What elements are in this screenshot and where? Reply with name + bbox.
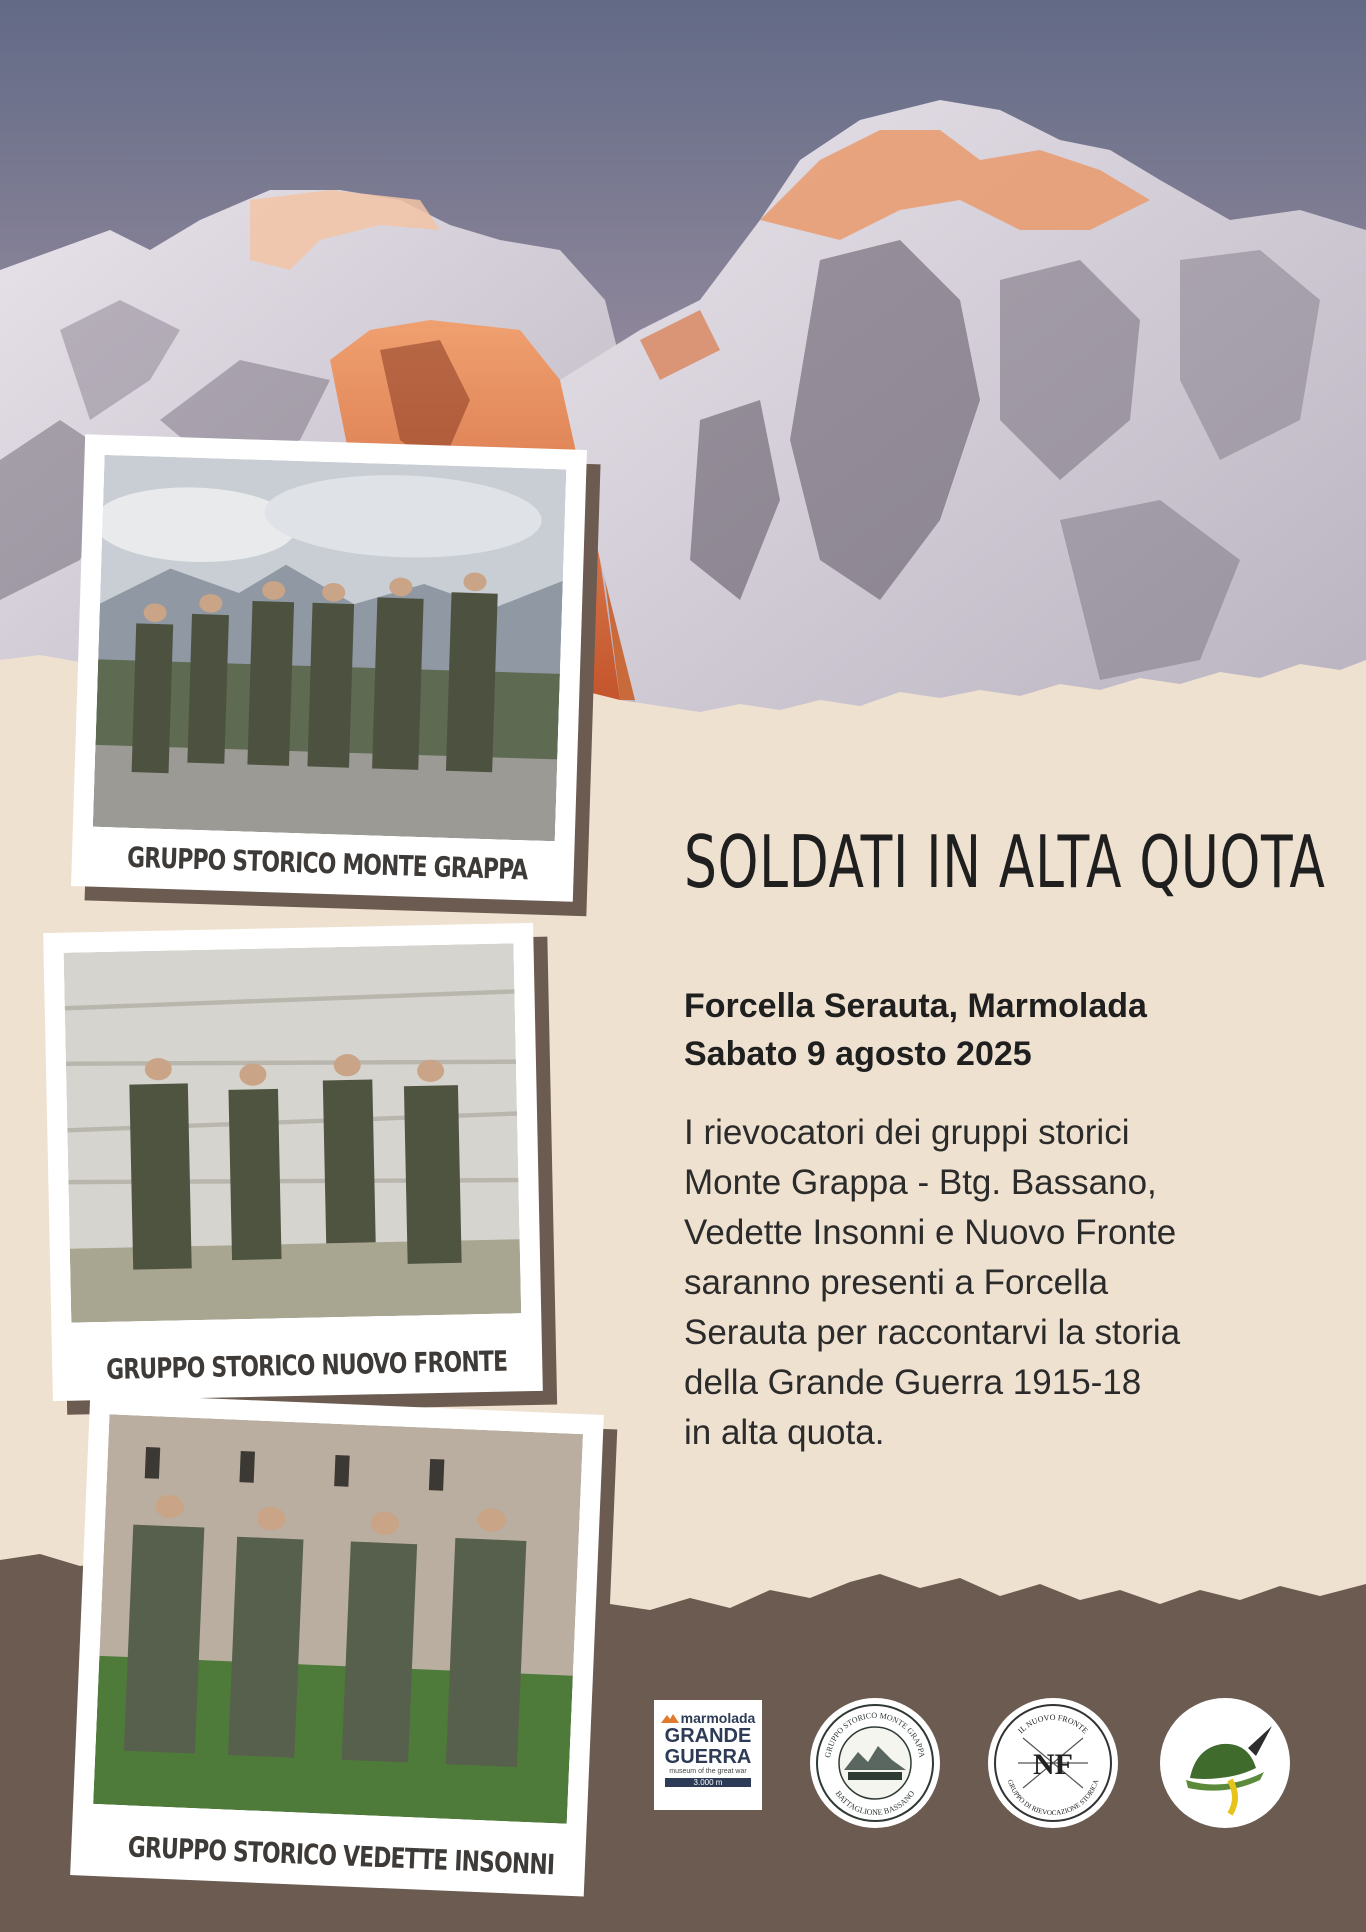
description-line: I rievocatori dei gruppi storici <box>684 1113 1130 1152</box>
photo-caption-vedette-insonni: GRUPPO STORICO VEDETTE INSONNI <box>127 1830 555 1882</box>
photo-caption-nuovo-fronte: GRUPPO STORICO NUOVO FRONTE <box>105 1344 508 1386</box>
event-date: Sabato 9 agosto 2025 <box>684 1035 1032 1073</box>
gruppo-storico-monte-grappa-logo <box>810 1698 940 1828</box>
event-details <box>684 982 1147 1078</box>
svg-text:GRUPPO STORICO MONTE GRAPPA: GRUPPO STORICO MONTE GRAPPA <box>823 1710 927 1759</box>
photo-monte-grappa <box>93 455 566 841</box>
marmolada-grande-guerra-logo: marmolada GRANDE GUERRA museum of the great war 3.000 m <box>654 1700 762 1810</box>
svg-text:BATTAGLIONE BASSANO: BATTAGLIONE BASSANO <box>833 1789 917 1818</box>
photo-card-nuovo-fronte <box>43 923 543 1401</box>
nuovo-fronte-logo <box>988 1698 1118 1828</box>
alpine-hat-icon <box>1160 1698 1290 1828</box>
svg-text:NF: NF <box>1033 1748 1073 1781</box>
photo-card-monte-grappa <box>71 434 587 902</box>
description-line: Vedette Insonni e Nuovo Fronte <box>684 1213 1177 1252</box>
vedette-insonni-logo <box>1160 1698 1290 1828</box>
svg-text:GRUPPO DI RIEVOCAZIONE STORICA: GRUPPO DI RIEVOCAZIONE STORICA <box>1005 1778 1101 1818</box>
description-line: Serauta per raccontarvi la storia <box>684 1313 1181 1352</box>
description-line: della Grande Guerra 1915-18 <box>684 1363 1142 1402</box>
photo-nuovo-fronte <box>64 943 522 1322</box>
description-line: in alta quota. <box>684 1413 885 1452</box>
event-description <box>684 1108 1324 1458</box>
photo-caption-monte-grappa: GRUPPO STORICO MONTE GRAPPA <box>126 840 528 887</box>
event-title: SOLDATI IN ALTA QUOTA <box>684 820 1326 904</box>
mountain-icon <box>661 1713 679 1723</box>
photo-card-vedette-insonni <box>70 1393 604 1896</box>
description-line: Monte Grappa - Btg. Bassano, <box>684 1163 1157 1202</box>
photo-vedette-insonni <box>93 1414 583 1824</box>
event-location: Forcella Serauta, Marmolada <box>684 987 1147 1025</box>
svg-text:IL NUOVO FRONTE: IL NUOVO FRONTE <box>1016 1712 1090 1736</box>
description-line: saranno presenti a Forcella <box>684 1263 1109 1302</box>
